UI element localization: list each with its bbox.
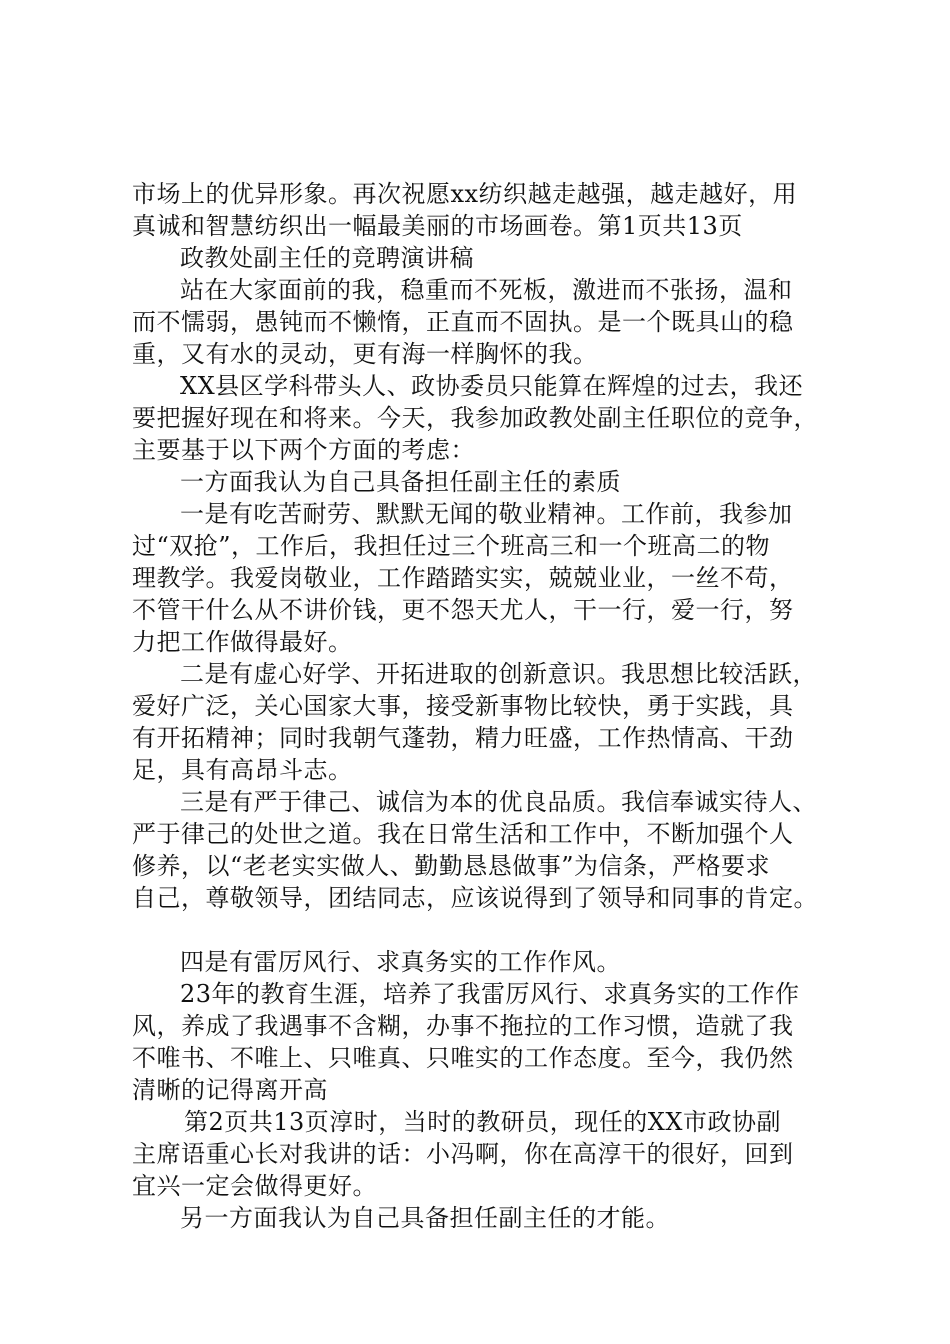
text-line: 要把握好现在和将来。今天，我参加政教处副主任职位的竞争，: [132, 404, 818, 432]
text-line: 不管干什么从不讲价钱，更不怨天尤人，干一行，爱一行，努: [132, 596, 794, 624]
text-line: 第2页共13页淳时，当时的教研员，现任的XX市政协副: [184, 1108, 781, 1136]
text-line: 三是有严于律己、诚信为本的优良品质。我信奉诚实待人、: [180, 788, 817, 816]
text-line: 有开拓精神；同时我朝气蓬勃，精力旺盛，工作热情高、干劲: [132, 724, 794, 752]
text-line: 23年的教育生涯，培养了我雷厉风行、求真务实的工作作: [180, 980, 800, 1008]
text-line: 二是有虚心好学、开拓进取的创新意识。我思想比较活跃，: [180, 660, 817, 688]
section-heading: 一方面我认为自己具备担任副主任的素质: [180, 468, 621, 496]
text-line: 主席语重心长对我讲的话：小冯啊，你在高淳干的很好，回到: [132, 1140, 794, 1168]
text-line: 理教学。我爱岗敬业，工作踏踏实实，兢兢业业，一丝不苟，: [132, 564, 794, 592]
text-line: 不唯书、不唯上、只唯真、只唯实的工作态度。至今，我仍然: [132, 1044, 794, 1072]
text-line: 真诚和智慧纺织出一幅最美丽的市场画卷。第1页共13页: [132, 212, 743, 240]
text-line: 重，又有水的灵动，更有海一样胸怀的我。: [132, 340, 598, 368]
text-line: 主要基于以下两个方面的考虑：: [132, 436, 475, 464]
text-line: 严于律己的处世之道。我在日常生活和工作中，不断加强个人: [132, 820, 794, 848]
text-line: 过“双抢”，工作后，我担任过三个班高三和一个班高二的物: [132, 532, 771, 560]
text-line: 而不懦弱，愚钝而不懒惰，正直而不固执。是一个既具山的稳: [132, 308, 794, 336]
text-line: 爱好广泛，关心国家大事，接受新事物比较快，勇于实践，具: [132, 692, 794, 720]
text-line: 市场上的优异形象。再次祝愿xx纺织越走越强，越走越好，用: [132, 180, 798, 208]
text-line: 足，具有高昂斗志。: [132, 756, 353, 784]
document-body: [132, 178, 852, 1234]
speech-title: 政教处副主任的竞聘演讲稿: [180, 244, 474, 272]
text-line: 自己，尊敬领导，团结同志，应该说得到了领导和同事的肯定。: [132, 884, 818, 912]
section-heading: 另一方面我认为自己具备担任副主任的才能。: [180, 1204, 670, 1232]
text-line: 力把工作做得最好。: [132, 628, 353, 656]
text-line: 宜兴一定会做得更好。: [132, 1172, 377, 1200]
text-line: XX县区学科带头人、政协委员只能算在辉煌的过去，我还: [180, 372, 804, 400]
paragraph-gap: [132, 914, 852, 946]
text-line: 一是有吃苦耐劳、默默无闻的敬业精神。工作前，我参加: [180, 500, 793, 528]
text-line: 清晰的记得离开高: [132, 1076, 328, 1104]
text-line: 风，养成了我遇事不含糊，办事不拖拉的工作习惯，造就了我: [132, 1012, 794, 1040]
text-line: 四是有雷厉风行、求真务实的工作作风。: [180, 948, 621, 976]
text-line: 站在大家面前的我，稳重而不死板，激进而不张扬，温和: [180, 276, 793, 304]
text-line: 修养，以“老老实实做人、勤勤恳恳做事”为信条，严格要求: [132, 852, 771, 880]
